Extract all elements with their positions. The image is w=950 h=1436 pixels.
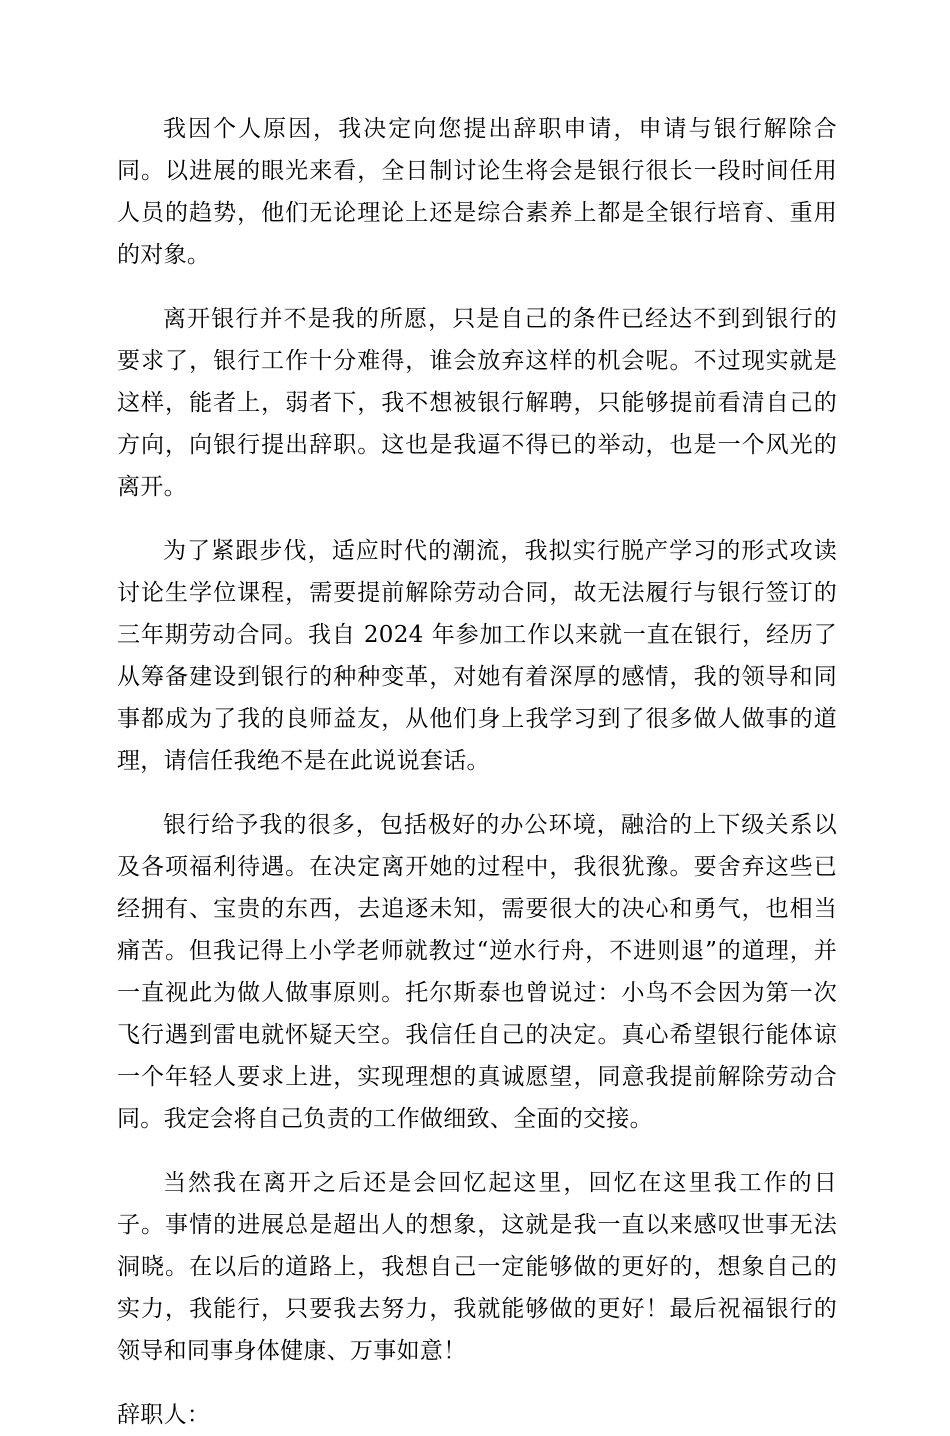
paragraph-5: 当然我在离开之后还是会回忆起这里，回忆在这里我工作的日子。事情的进展总是超出人的想象，这就是我一直以来感叹世事无法洞晓。在以后的道路上，我想自己一定能够做的更好的，想象自己的实力，我能行，只要我去努力，我就能够做的更好！最后祝福银行的领导和同事身体健康、万事如意！ (117, 1170, 837, 1364)
signature-label: 辞职人： (117, 1402, 211, 1428)
document-body (117, 108, 837, 1436)
paragraph-3: 为了紧跟步伐，适应时代的潮流，我拟实行脱产学习的形式攻读讨论生学位课程，需要提前解除劳动合同，故无法履行与银行签订的三年期劳动合同。我自 2024 年参加工作以来就一直在银行，经历了从筹备建设到银行的种种变革，对她有着深厚的感情，我的领导和同事都成为了我的良师益友，从他们身上我学习到了很多做人做事的道理，请信任我绝不是在此说说套话。 (117, 538, 837, 774)
paragraph-4: 银行给予我的很多，包括极好的办公环境，融洽的上下级关系以及各项福利待遇。在决定离开她的过程中，我很犹豫。要舍弃这些已经拥有、宝贵的东西，去追逐未知，需要很大的决心和勇气，也相当痛苦。但我记得上小学老师就教过“逆水行舟，不进则退”的道理，并一直视此为做人做事原则。托尔斯泰也曾说过：小鸟不会因为第一次飞行遇到雷电就怀疑天空。我信任自己的决定。真心希望银行能体谅一个年轻人要求上进，实现理想的真诚愿望，同意我提前解除劳动合同。我定会将自己负责的工作做细致、全面的交接。 (117, 812, 837, 1132)
paragraph-2: 离开银行并不是我的所愿，只是自己的条件已经达不到到银行的要求了，银行工作十分难得，谁会放弃这样的机会呢。不过现实就是这样，能者上，弱者下，我不想被银行解聘，只能够提前看清自己的方向，向银行提出辞职。这也是我逼不得已的举动，也是一个风光的离开。 (117, 306, 837, 500)
paragraph-1: 我因个人原因，我决定向您提出辞职申请，申请与银行解除合同。以进展的眼光来看，全日制讨论生将会是银行很长一段时间任用人员的趋势，他们无论理论上还是综合素养上都是全银行培育、重用的对象。 (117, 116, 837, 268)
